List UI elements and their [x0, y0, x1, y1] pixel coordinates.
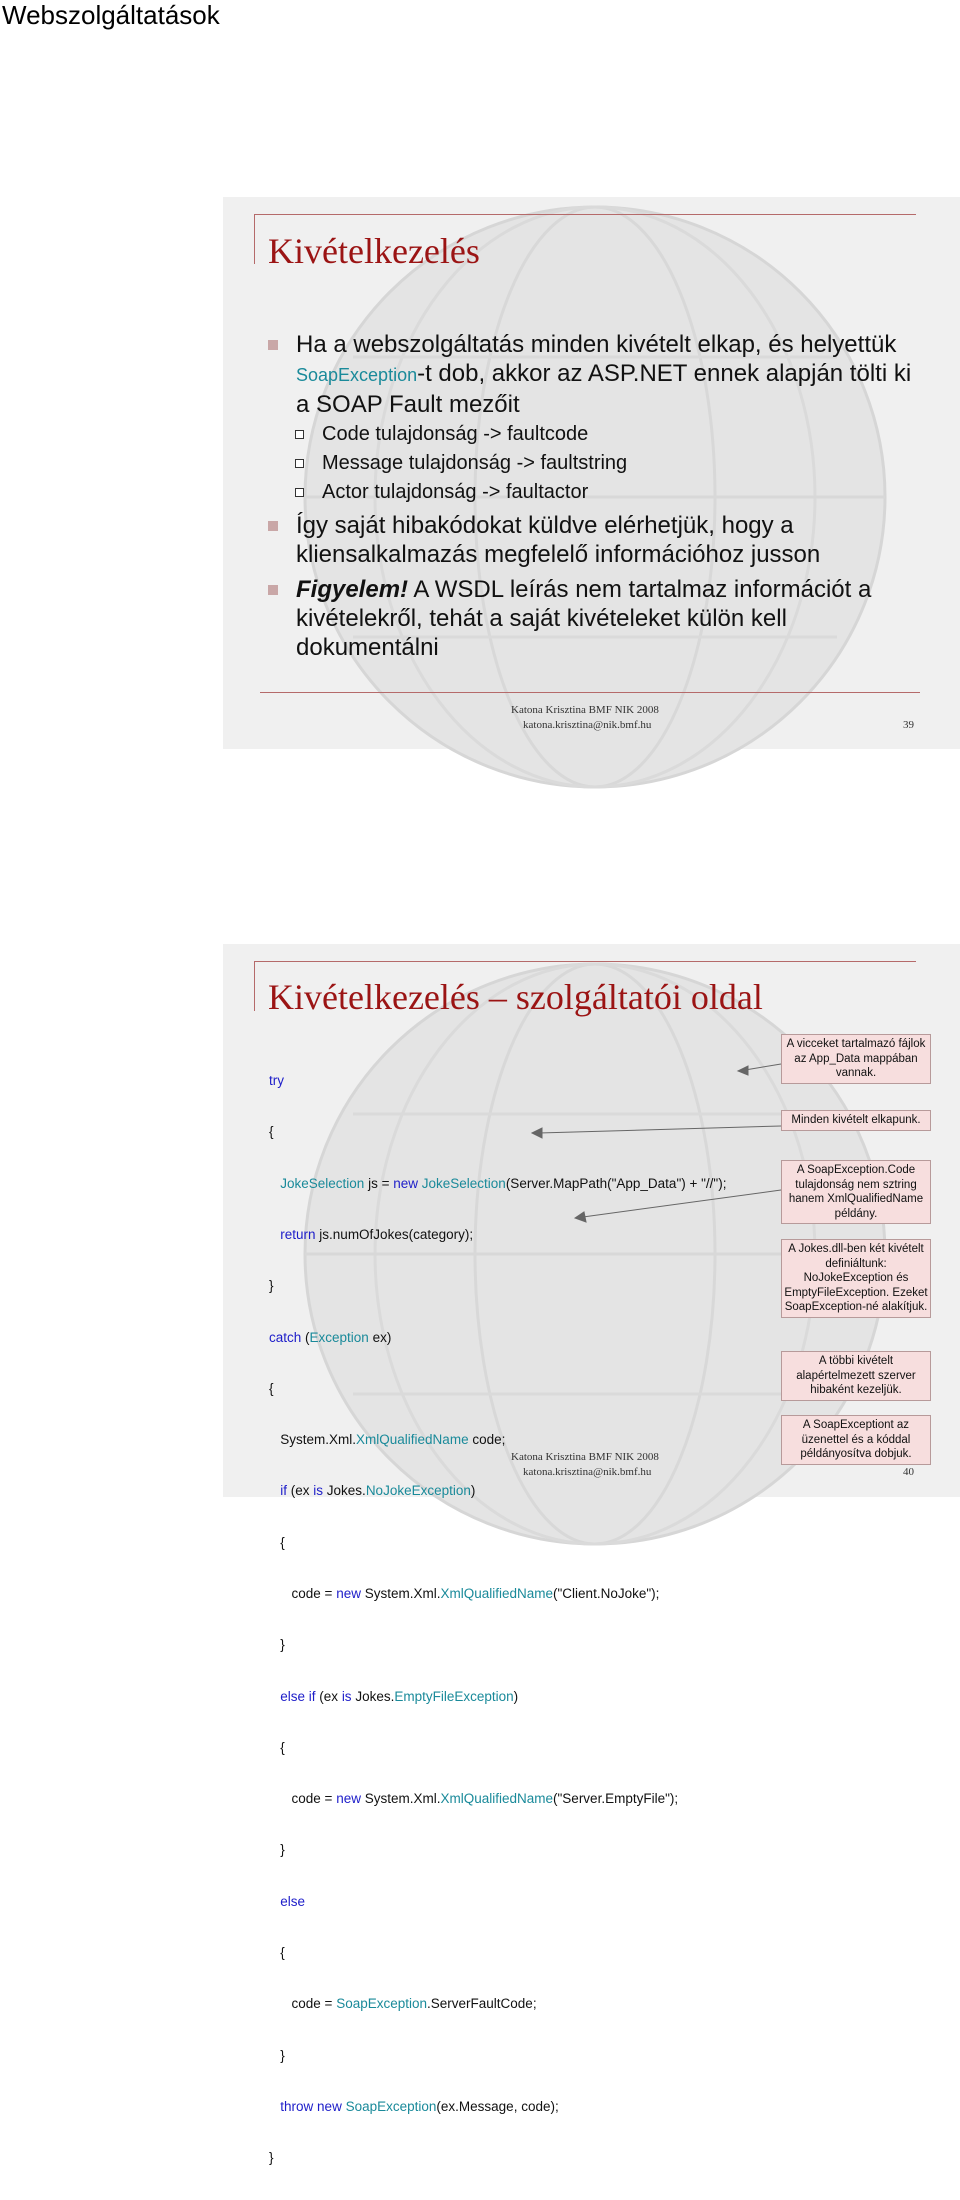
footer-rule [260, 692, 920, 693]
code-line: { [280, 1534, 285, 1550]
callout-note: A Jokes.dll-ben két kivételt definiáltunk: NoJokeException és EmptyFileException. Ezeket SoapException-né alakítjuk. [781, 1239, 931, 1318]
code-line: code = SoapException.ServerFaultCode; [291, 1996, 537, 2012]
page-number: 40 [903, 1466, 914, 1478]
code-line: } [280, 2047, 285, 2063]
code-line: else if (ex is Jokes.EmptyFileException) [280, 1688, 519, 1704]
square-bullet-icon [268, 585, 278, 595]
code-line: throw new SoapException(ex.Message, code); [280, 2098, 559, 2114]
callout-note: A vicceket tartalmazó fájlok az App_Data mappában vannak. [781, 1034, 931, 1084]
bullet-text: Figyelem! A WSDL leírás nem tartalmaz információt a kivételekről, tehát a saját kivételeket külön kell dokumentálni [296, 576, 872, 661]
code-line: code = new System.Xml.XmlQualifiedName("Client.NoJoke"); [291, 1586, 660, 1601]
footer-email: katona.krisztina@nik.bmf.hu [523, 719, 652, 731]
code-line: { [280, 1944, 285, 1960]
code-line: { [269, 1124, 274, 1140]
code-line: if (ex is Jokes.NoJokeException) [280, 1483, 476, 1499]
code-line: try [269, 1073, 284, 1089]
callout-note: A SoapException.Code tulajdonság nem sztring hanem XmlQualifiedName példány. [781, 1160, 931, 1224]
code-line: } [280, 1637, 285, 1653]
hollow-square-bullet-icon [295, 430, 304, 439]
code-line: } [269, 2150, 274, 2166]
code-line: } [269, 1278, 274, 1294]
code-line: JokeSelection js = new JokeSelection(Server.MapPath("App_Data") + "//"); [280, 1175, 727, 1191]
slide-title: Kivételkezelés – szolgáltatói oldal [268, 977, 763, 1017]
code-line: } [280, 1842, 285, 1858]
hollow-square-bullet-icon [295, 459, 304, 468]
code-line: code = new System.Xml.XmlQualifiedName("Server.EmptyFile"); [291, 1791, 679, 1807]
page-number: 39 [903, 719, 914, 731]
title-rule [254, 214, 916, 215]
hollow-square-bullet-icon [295, 488, 304, 497]
title-vertical-rule [254, 214, 255, 264]
code-line: else [280, 1893, 306, 1909]
code-line: return js.numOfJokes(category); [280, 1227, 474, 1243]
footer-author: Katona Krisztina BMF NIK 2008 [511, 1451, 659, 1463]
code-line: { [269, 1380, 274, 1396]
slide-40 [223, 944, 960, 2166]
footer-author: Katona Krisztina BMF NIK 2008 [511, 704, 659, 716]
bullet-text: Ha a webszolgáltatás minden kivételt elkap, és helyettük SoapException-t dob, akkor az ASP.NET ennek alapján tölti ki a SOAP Fault mezőit [296, 331, 912, 418]
square-bullet-icon [268, 521, 278, 531]
footer-email: katona.krisztina@nik.bmf.hu [523, 1466, 652, 1478]
slide-39: Kivételkezelés Ha a webszolgáltatás minden kivételt elkap, és helyettük SoapException-t dob, akkor az ASP.NET ennek alapján tölti ki a SOAP Fault mezőit Code tulajdonság -> faultcode Message tulajdonság -> faultstring Actor tulajdonság -> faultactor Így saját hibakódokat küldve elérhetjük, hogy a kliensalkalmazás megfelelő információhoz jusson Figyelem! A WSDL leírás nem tartalmaz információt a kivételekről, tehát a saját kivételeket külön kell dokumentálni Katona Krisztina BMF NIK 2008 katona.krisztina@nik.bmf.hu 39 [223, 197, 960, 749]
page-header-title: Webszolgáltatások [2, 0, 220, 30]
code-line: catch (Exception ex) [269, 1329, 392, 1345]
square-bullet-icon [268, 340, 278, 350]
callout-note: Minden kivételt elkapunk. [781, 1110, 931, 1131]
slide-title: Kivételkezelés [268, 231, 480, 271]
code-line: { [280, 1739, 285, 1755]
code-line: System.Xml.XmlQualifiedName code; [280, 1432, 506, 1448]
bullet-text: Így saját hibakódokat küldve elérhetjük, hogy a kliensalkalmazás megfelelő információhoz jusson [296, 512, 821, 568]
callout-note: A többi kivételt alapértelmezett szerver hibaként kezeljük. [781, 1351, 931, 1401]
callout-note: A SoapExceptiont az üzenettel és a kóddal példányosítva dobjuk. [781, 1415, 931, 1465]
